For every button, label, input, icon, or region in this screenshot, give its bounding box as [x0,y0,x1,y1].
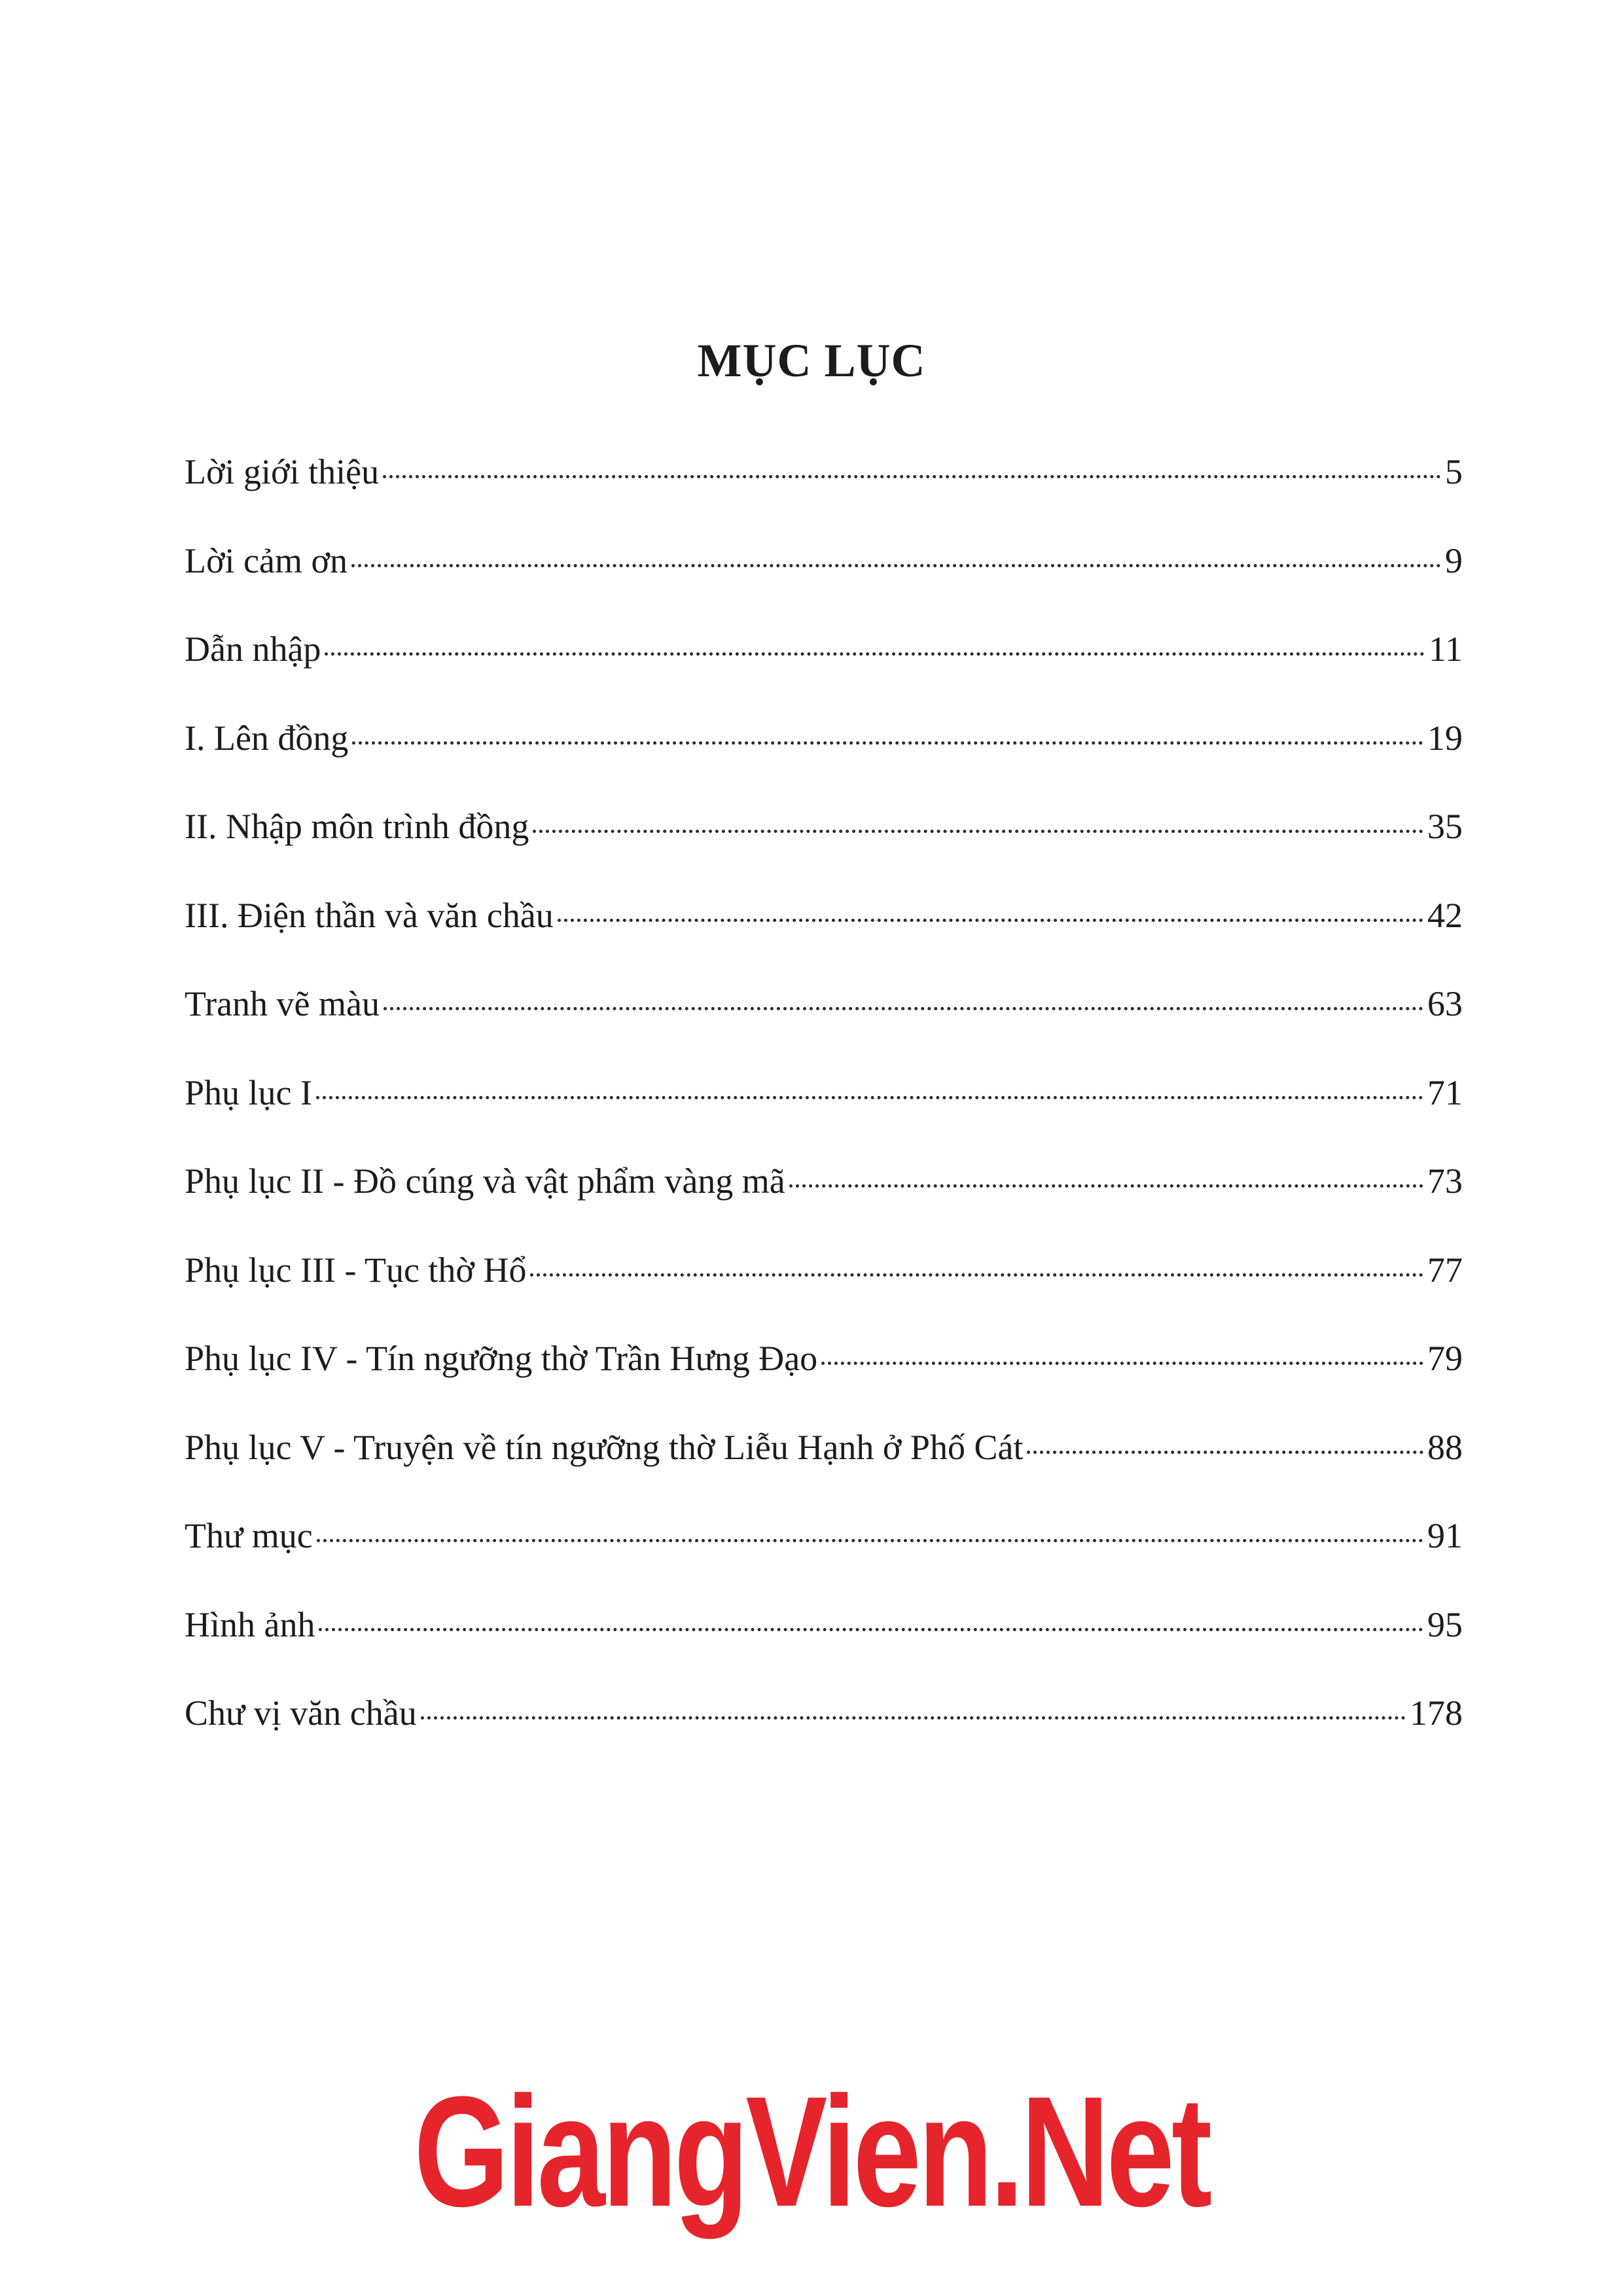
toc-entry-label: Chư vị văn chầu [185,1693,417,1733]
dot-leader [319,1628,1423,1631]
toc-entry[interactable] [185,983,1463,1072]
toc-entry-label: Lời cảm ơn [185,540,348,580]
toc-entry-label: Phụ lục III - Tục thờ Hổ [185,1250,527,1290]
toc-entry[interactable] [185,1250,1463,1339]
toc-entry-page: 91 [1427,1516,1463,1555]
toc-entry[interactable] [185,718,1463,807]
toc-entry-label: Hình ảnh [185,1604,315,1644]
toc-entry-label: Phụ lục V - Truyện về tín ngưỡng thờ Liễu Hạnh ở Phố Cát [185,1427,1024,1467]
dot-leader [421,1716,1406,1720]
toc-entry[interactable] [185,1693,1463,1782]
watermark-logo: GiangVien.Net [414,2064,1209,2239]
toc-entry-page: 5 [1445,452,1463,491]
toc-entry-page: 95 [1427,1604,1463,1644]
toc-entry[interactable] [185,1072,1463,1161]
toc-entry[interactable] [185,895,1463,984]
toc-entry[interactable] [185,806,1463,895]
toc-entry[interactable] [185,1338,1463,1427]
dot-leader [316,1096,1423,1099]
toc-entry-label: Dẫn nhập [185,629,321,669]
dot-leader [1027,1451,1423,1454]
toc-entry-page: 11 [1429,629,1463,669]
toc-entry-page: 35 [1427,807,1463,846]
toc-entry[interactable] [185,540,1463,629]
toc-entry-page: 63 [1427,984,1463,1023]
toc-entry-page: 42 [1427,895,1463,935]
toc-entry[interactable] [185,1515,1463,1604]
toc-entry-label: Phụ lục IV - Tín ngưỡng thờ Trần Hưng Đạo [185,1339,818,1378]
toc-entry-page: 71 [1427,1072,1463,1112]
toc-entry-label: I. Lên đồng [185,718,349,758]
toc-entry-label: Tranh vẽ màu [185,984,380,1023]
dot-leader [533,830,1423,833]
dot-leader [530,1273,1423,1277]
toc-entry[interactable] [185,1161,1463,1250]
toc-entry-page: 88 [1427,1427,1463,1467]
page-title: MỤC LỤC [697,334,926,387]
dot-leader [821,1362,1423,1365]
toc-entry-label: Phụ lục I [185,1072,312,1112]
toc-entry-label: III. Điện thần và văn chầu [185,895,554,935]
toc-entry-label: II. Nhập môn trình đồng [185,807,529,846]
toc-entry-page: 19 [1427,718,1463,758]
toc-entry[interactable] [185,451,1463,540]
dot-leader [789,1184,1423,1188]
toc-entry-page: 178 [1410,1693,1463,1733]
dot-leader [383,475,1441,478]
toc-entry[interactable] [185,1604,1463,1693]
table-of-contents [185,451,1463,1782]
toc-entry-page: 77 [1427,1250,1463,1290]
toc-entry-page: 73 [1427,1161,1463,1201]
toc-entry-page: 9 [1445,540,1463,580]
dot-leader [383,1007,1423,1010]
toc-entry-label: Thư mục [185,1516,313,1555]
dot-leader [317,1539,1423,1542]
dot-leader [558,919,1423,922]
toc-entry[interactable] [185,1427,1463,1516]
dot-leader [352,741,1423,745]
toc-entry[interactable] [185,629,1463,718]
dot-leader [325,652,1425,656]
toc-entry-page: 79 [1427,1339,1463,1378]
toc-entry-label: Lời giới thiệu [185,452,380,491]
dot-leader [351,564,1441,567]
toc-entry-label: Phụ lục II - Đồ cúng và vật phẩm vàng mã [185,1161,785,1201]
